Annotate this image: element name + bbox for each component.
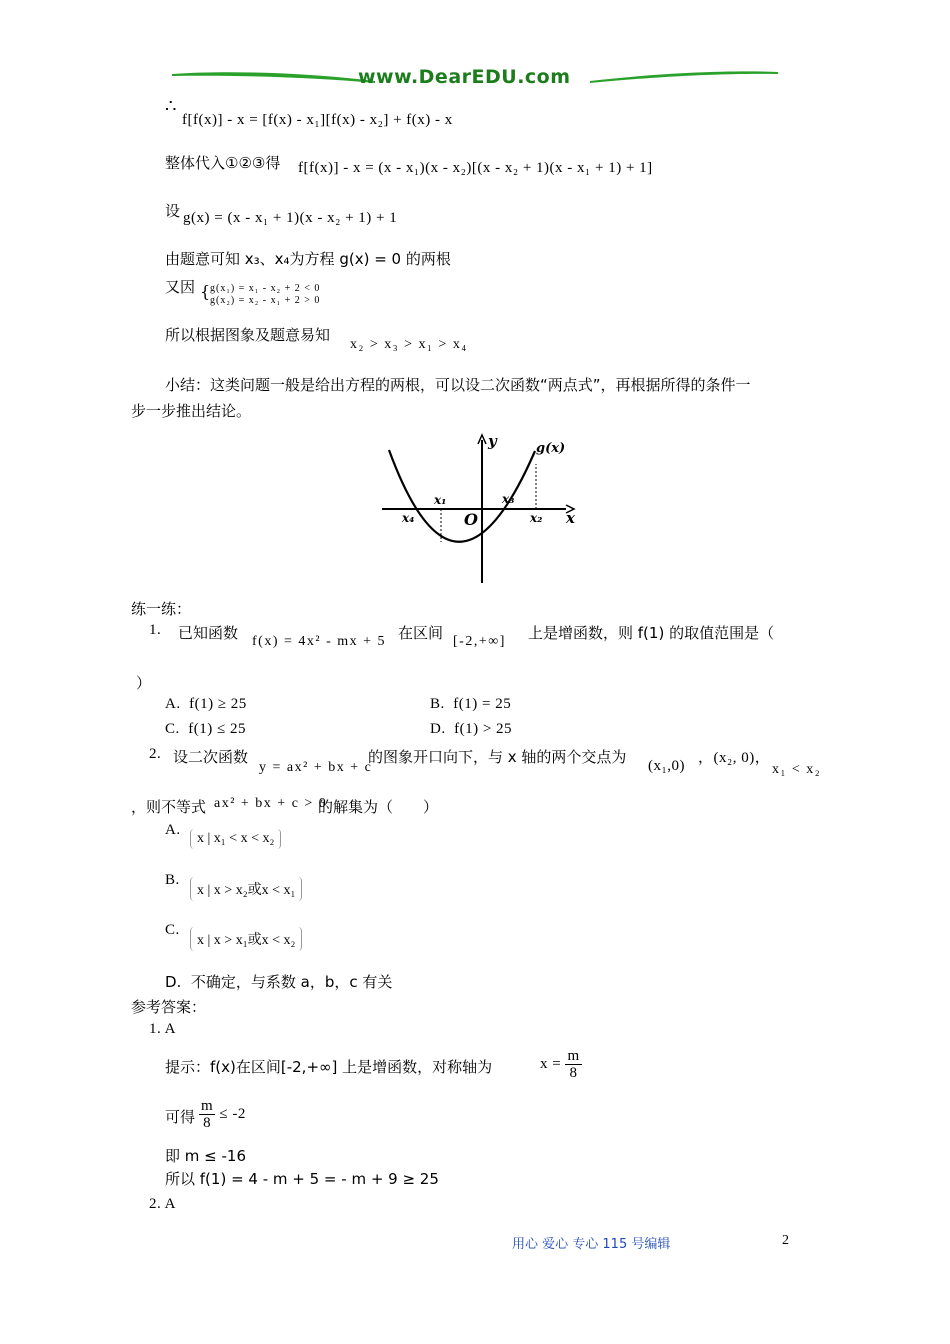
x1-label: x₁ [434,493,447,507]
q2-line2-a: ，则不等式 [131,798,207,816]
hint-text: 提示：f(x)在区间[-2,+∞] 上是增函数，对称轴为 [165,1058,493,1076]
answer-2: 2. A [149,1196,177,1212]
option-key: A. [165,696,181,712]
system-brace: { [200,282,211,301]
q2-inequality: ax² + bx + c > 0 [214,796,328,811]
q2-option-c-set[interactable] [190,927,302,951]
fraction-m-over-8 [199,1098,215,1131]
because-label: 又因 [165,278,196,296]
q1-text-c: 上是增函数，则 f(1) 的取值范围是（ [528,624,775,642]
option-text: f(1) ≤ 25 [188,721,246,737]
option-key: D. [165,973,182,991]
q2-option-b-key[interactable]: B. [165,872,180,888]
y-label: y [488,432,497,450]
fraction-numerator: m [567,1048,580,1064]
x3-label: x₃ [502,492,515,506]
set-expression: x | x > x₂或x < x₁ [190,877,302,901]
roots-text: 由题意可知 x₃、x₄为方程 g(x) = 0 的两根 [165,250,451,268]
q2-condition: x₁ < x₂ [772,762,822,777]
fraction-m-over-8 [565,1048,581,1081]
q2-option-a-key[interactable]: A. [165,822,181,838]
q2-line2-b: 的解集为（ ） [318,798,439,816]
q1-number: 1. [149,622,162,638]
q2-option-b-set[interactable] [190,877,302,901]
option-key: D. [430,721,446,737]
option-text: f(1) ≥ 25 [189,696,247,712]
conclude-label: 所以根据图象及题意易知 [165,326,331,344]
footer-text: 用心 爱心 专心 115 号编辑 [512,1237,671,1252]
set-expression: x | x₁ < x < x₂ [190,829,281,849]
equation-3: g(x) = (x - x₁ + 1)(x - x₂ + 1) + 1 [183,210,398,226]
q1-option-a[interactable] [165,696,247,713]
x2-label: x₂ [530,511,543,525]
practice-heading: 练一练： [131,600,192,618]
option-key: B. [430,696,445,712]
equation-1: f[f(x)] - x = [f(x) - x₁][f(x) - x₂] + f(x) - x [182,112,453,128]
system-line-2: g(x₂) = x₂ - x₁ + 2 > 0 [210,295,321,306]
option-key: C. [165,721,180,737]
q1-text-b: 在区间 [398,624,444,642]
option-text: f(1) = 25 [453,696,512,712]
right-swoosh [590,71,778,83]
equation-2: f[f(x)] - x = (x - x₁)(x - x₂)[(x - x₂ + 1)(x - x₁ + 1) + 1] [298,160,653,176]
x4-label: x₄ [402,511,415,525]
q2-text-a: 设二次函数 [173,748,249,766]
q1-option-b[interactable] [430,696,511,713]
option-text: f(1) > 25 [454,721,513,737]
q1-text-a: 已知函数 [178,624,239,642]
q2-function: y = ax² + bx + c [259,760,373,775]
q2-option-d[interactable] [165,971,392,992]
axis-formula [540,1048,582,1081]
answer-1: 1. A [149,1021,177,1037]
q1-function: f(x) = 4x² - mx + 5 [252,634,387,649]
q1-interval: [-2,+∞] [453,634,506,649]
origin-label: O [464,510,478,529]
q1-option-d[interactable] [430,721,512,738]
order-expression: x₂ > x₃ > x₁ > x₄ [350,337,468,352]
q1-option-c[interactable] [165,721,246,738]
set-expression: x | x > x₁或x < x₂ [190,927,302,951]
let-label: 设 [165,202,181,220]
get-formula [199,1098,246,1131]
left-swoosh [172,72,375,83]
q2-option-a-set[interactable] [190,827,281,849]
option-text: 不确定，与系数 a，b，c 有关 [190,973,393,991]
answers-heading: 参考答案： [131,998,207,1016]
system-line-1: g(x₁) = x₁ - x₂ + 2 < 0 [210,283,321,294]
q1-close-paren: ） [136,674,152,692]
axis-lhs: x = [540,1055,562,1072]
fraction-denominator: 8 [569,1065,578,1081]
g-label: g(x) [536,441,566,456]
get-rhs: ≤ -2 [219,1105,246,1122]
summary-line-2: 步一步推出结论。 [131,402,252,420]
x-label: x [566,509,575,527]
fraction-numerator: m [201,1098,214,1114]
q2-number: 2. [149,746,162,762]
parabola-figure [370,428,585,588]
substitute-label: 整体代入①②③得 [165,154,281,172]
q2-point-2: ，(x₂, 0)， [698,750,771,766]
f1-line: 所以 f(1) = 4 - m + 5 = - m + 9 ≥ 25 [165,1170,439,1188]
get-label: 可得 [165,1108,196,1126]
fraction-denominator: 8 [203,1115,212,1131]
page-number: 2 [782,1233,789,1248]
q2-text-b: 的图象开口向下，与 x 轴的两个交点为 [368,748,627,766]
summary-line-1: 小结：这类问题一般是给出方程的两根，可以设二次函数“两点式”，再根据所得的条件一 [165,376,751,394]
q2-point-1: (x₁,0) [648,758,685,774]
q2-option-c-key[interactable]: C. [165,922,180,938]
site-logo: www.DearEDU.com [358,66,571,88]
m-line: 即 m ≤ -16 [165,1147,246,1165]
therefore-symbol: ∴ [165,96,177,117]
